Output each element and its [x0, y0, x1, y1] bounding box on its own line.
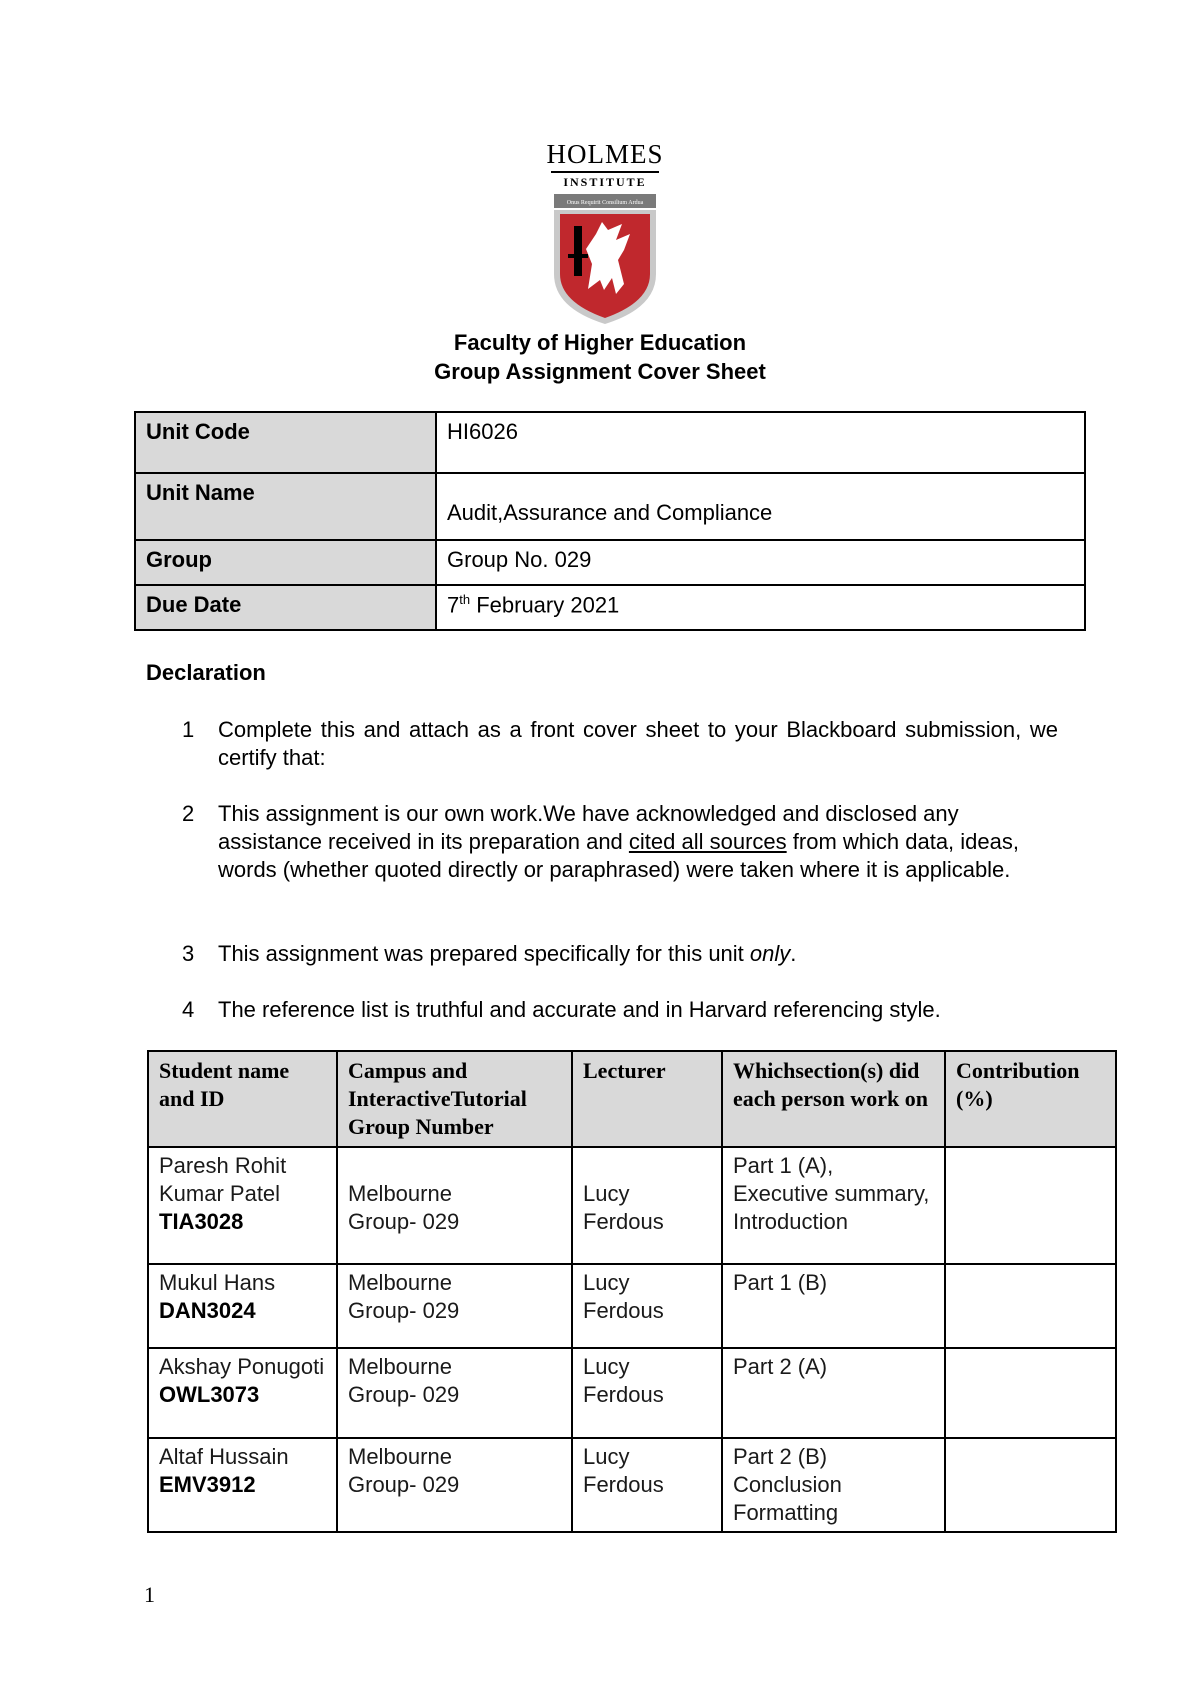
cited-sources-underline: cited all sources: [628, 829, 787, 854]
campus-name: Melbourne: [348, 1270, 452, 1295]
unit-name-label: Unit Name: [135, 473, 436, 540]
sections-cell: [722, 1438, 945, 1532]
student-contribution-table: [147, 1050, 1117, 1533]
due-date-label: Due Date: [135, 585, 436, 630]
table-row: [148, 1147, 1116, 1264]
group-label: Group: [135, 540, 436, 585]
logo-rule: [551, 171, 659, 173]
student-name: Paresh Rohit Kumar Patel: [159, 1153, 287, 1206]
section-line: Introduction: [733, 1209, 848, 1234]
only-emphasis: only: [749, 941, 791, 966]
declaration-item-number: 3: [182, 941, 195, 966]
student-name: Altaf Hussain: [159, 1444, 289, 1469]
declaration-text-part: from which data, ideas, words (whether quoted directly or paraphrased) were taken where it is applicable.: [218, 829, 1019, 882]
column-header: Lecturer: [572, 1051, 722, 1147]
declaration-item-4: [182, 996, 1058, 1024]
student-cell: [148, 1264, 337, 1348]
sections-cell: [722, 1348, 945, 1438]
campus-cell: [337, 1438, 572, 1532]
declaration-item-number: 2: [182, 801, 195, 826]
group-row: [135, 540, 1085, 585]
declaration-text-part: This assignment was prepared specifically for this unit: [218, 941, 750, 966]
student-name: Akshay Ponugoti: [159, 1354, 325, 1379]
logo-brand: HOLMES: [546, 139, 664, 169]
contribution-cell: [945, 1264, 1116, 1348]
campus-name: Melbourne: [348, 1181, 452, 1206]
unit-code-value: HI6026: [436, 412, 1085, 473]
declaration-item-number: 1: [182, 717, 195, 742]
declaration-item-text: [218, 940, 1058, 968]
due-date-row: [135, 585, 1085, 630]
student-cell: [148, 1438, 337, 1532]
table-row: [148, 1348, 1116, 1438]
unit-info-table: [134, 411, 1086, 631]
due-date-value: [436, 585, 1085, 630]
contribution-cell: [945, 1438, 1116, 1532]
declaration-item-text: [218, 800, 1058, 884]
griffin-crest-icon: [550, 194, 660, 326]
section-line: Part 2 (A): [733, 1354, 828, 1379]
student-id: EMV3912: [159, 1472, 256, 1497]
group-value: Group No. 029: [436, 540, 1085, 585]
unit-name-row: [135, 473, 1085, 540]
contribution-cell: [945, 1348, 1116, 1438]
campus-cell: [337, 1147, 572, 1264]
declaration-item-text: Complete this and attach as a front cover sheet to your Blackboard submission, we certify that:: [218, 717, 1058, 770]
student-id: TIA3028: [159, 1209, 244, 1234]
declaration-item-2: [182, 800, 1058, 884]
declaration-item-1: [182, 716, 1058, 772]
due-date-suffix: th: [459, 592, 471, 607]
due-date-rest: February 2021: [470, 592, 620, 618]
unit-code-label: Unit Code: [135, 412, 436, 473]
group-number: Group- 029: [348, 1382, 460, 1407]
table-row: [148, 1264, 1116, 1348]
campus-name: Melbourne: [348, 1444, 452, 1469]
section-line: Formatting: [733, 1500, 839, 1525]
student-name: Mukul Hans: [159, 1270, 276, 1295]
section-line: Executive summary,: [733, 1181, 930, 1206]
declaration-item-text: The reference list is truthful and accurate and in Harvard referencing style.: [218, 997, 941, 1022]
section-line: Part 2 (B): [733, 1444, 828, 1469]
declaration-title: Declaration: [146, 660, 266, 685]
column-header: Student name and ID: [148, 1051, 337, 1147]
student-id: DAN3024: [159, 1298, 256, 1323]
logo-motto: Onus Requirit Consilium Ardua: [566, 200, 644, 206]
campus-name: Melbourne: [348, 1354, 452, 1379]
declaration-item-number: 4: [182, 997, 195, 1022]
table-row: [148, 1438, 1116, 1532]
logo-institute: INSTITUTE: [563, 175, 647, 189]
page-title: Group Assignment Cover Sheet: [434, 359, 766, 384]
sections-cell: [722, 1147, 945, 1264]
group-number: Group- 029: [348, 1472, 460, 1497]
sections-cell: [722, 1264, 945, 1348]
faculty-heading: Faculty of Higher Education: [453, 330, 747, 355]
column-header: Whichsection(s) did each person work on: [722, 1051, 945, 1147]
group-number: Group- 029: [348, 1209, 460, 1234]
campus-cell: [337, 1348, 572, 1438]
institute-logo: [545, 140, 665, 326]
lecturer-cell: Lucy Ferdous: [572, 1147, 722, 1264]
lecturer-cell: Lucy Ferdous: [572, 1264, 722, 1348]
column-header: Campus and InteractiveTutorial Group Number: [337, 1051, 572, 1147]
column-header: Contribution (%): [945, 1051, 1116, 1147]
campus-cell: [337, 1264, 572, 1348]
student-cell: [148, 1147, 337, 1264]
table-header-row: [148, 1051, 1116, 1147]
unit-code-row: [135, 412, 1085, 473]
section-line: Conclusion: [733, 1472, 842, 1497]
unit-name-value: Audit,Assurance and Compliance: [436, 473, 1085, 540]
section-line: Part 1 (B): [733, 1270, 828, 1295]
declaration-text-part: This assignment is our own work.We have acknowledged and disclosed any assistance received in its preparation and: [218, 801, 959, 854]
contribution-cell: [945, 1147, 1116, 1264]
page-number: 1: [144, 1582, 155, 1607]
lecturer-cell: Lucy Ferdous: [572, 1438, 722, 1532]
lecturer-cell: Lucy Ferdous: [572, 1348, 722, 1438]
due-date-day: 7: [447, 592, 460, 618]
student-cell: [148, 1348, 337, 1438]
student-id: OWL3073: [159, 1382, 260, 1407]
declaration-item-3: [182, 940, 1058, 968]
group-number: Group- 029: [348, 1298, 460, 1323]
section-line: Part 1 (A),: [733, 1153, 834, 1178]
declaration-text-part: .: [790, 941, 797, 966]
